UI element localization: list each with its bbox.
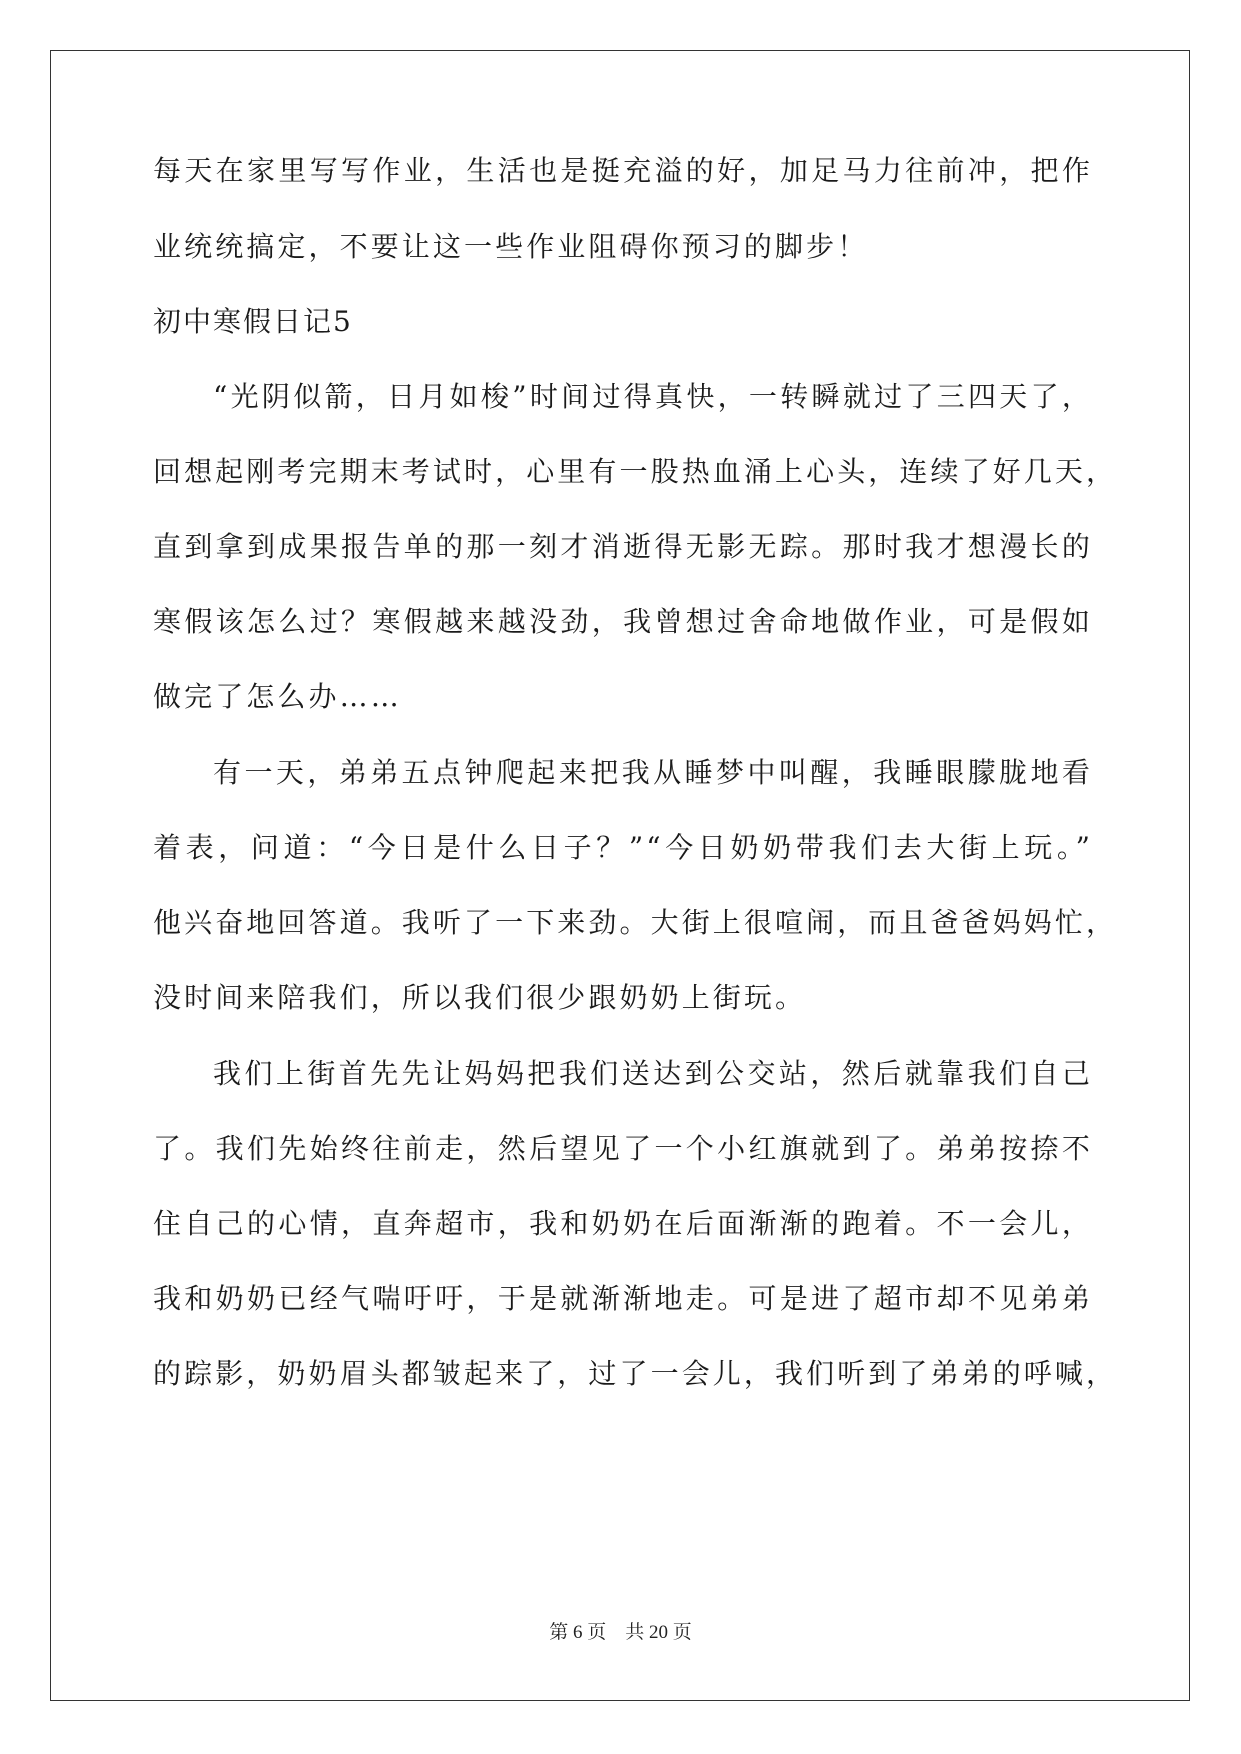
text-line: 了。我们先始终往前走，然后望见了一个小红旗就到了。弟弟按捺不 [153,1132,1093,1165]
text-line: 的踪影，奶奶眉头都皱起来了，过了一会儿，我们听到了弟弟的呼喊， [153,1357,1118,1390]
text-line: 他兴奋地回答道。我听了一下来劲。大街上很喧闹，而且爸爸妈妈忙， [153,906,1118,939]
text-line: 有一天，弟弟五点钟爬起来把我从睡梦中叫醒，我睡眼朦胧地看 [213,756,1093,789]
text-line: 业统统搞定，不要让这一些作业阻碍你预习的脚步！ [153,230,869,263]
text-line: 住自己的心情，直奔超市，我和奶奶在后面渐渐的跑着。不一会儿， [153,1207,1093,1240]
text-line: 我们上街首先先让妈妈把我们送达到公交站，然后就靠我们自己 [213,1057,1093,1090]
section-heading: 初中寒假日记5 [153,305,353,338]
text-line: 做完了怎么办…… [153,680,402,713]
text-line: 着表，问道：“今日是什么日子？”“今日奶奶带我们去大街上玩。” [153,831,1093,864]
text-line: 没时间来陪我们，所以我们很少跟奶奶上街玩。 [153,981,807,1014]
text-line: “光阴似箭，日月如梭”时间过得真快，一转瞬就过了三四天了， [213,380,1093,413]
text-line: 寒假该怎么过？寒假越来越没劲，我曾想过舍命地做作业，可是假如 [153,605,1093,638]
text-line: 直到拿到成果报告单的那一刻才消逝得无影无踪。那时我才想漫长的 [153,530,1093,563]
page-border [50,50,1190,1701]
text-line: 每天在家里写写作业，生活也是挺充溢的好，加足马力往前冲，把作 [153,154,1093,187]
text-line: 回想起刚考完期末考试时，心里有一股热血涌上心头，连续了好几天， [153,455,1118,488]
page-number-footer: 第 6 页 共 20 页 [549,1622,692,1643]
text-line: 我和奶奶已经气喘吁吁，于是就渐渐地走。可是进了超市却不见弟弟 [153,1282,1093,1315]
